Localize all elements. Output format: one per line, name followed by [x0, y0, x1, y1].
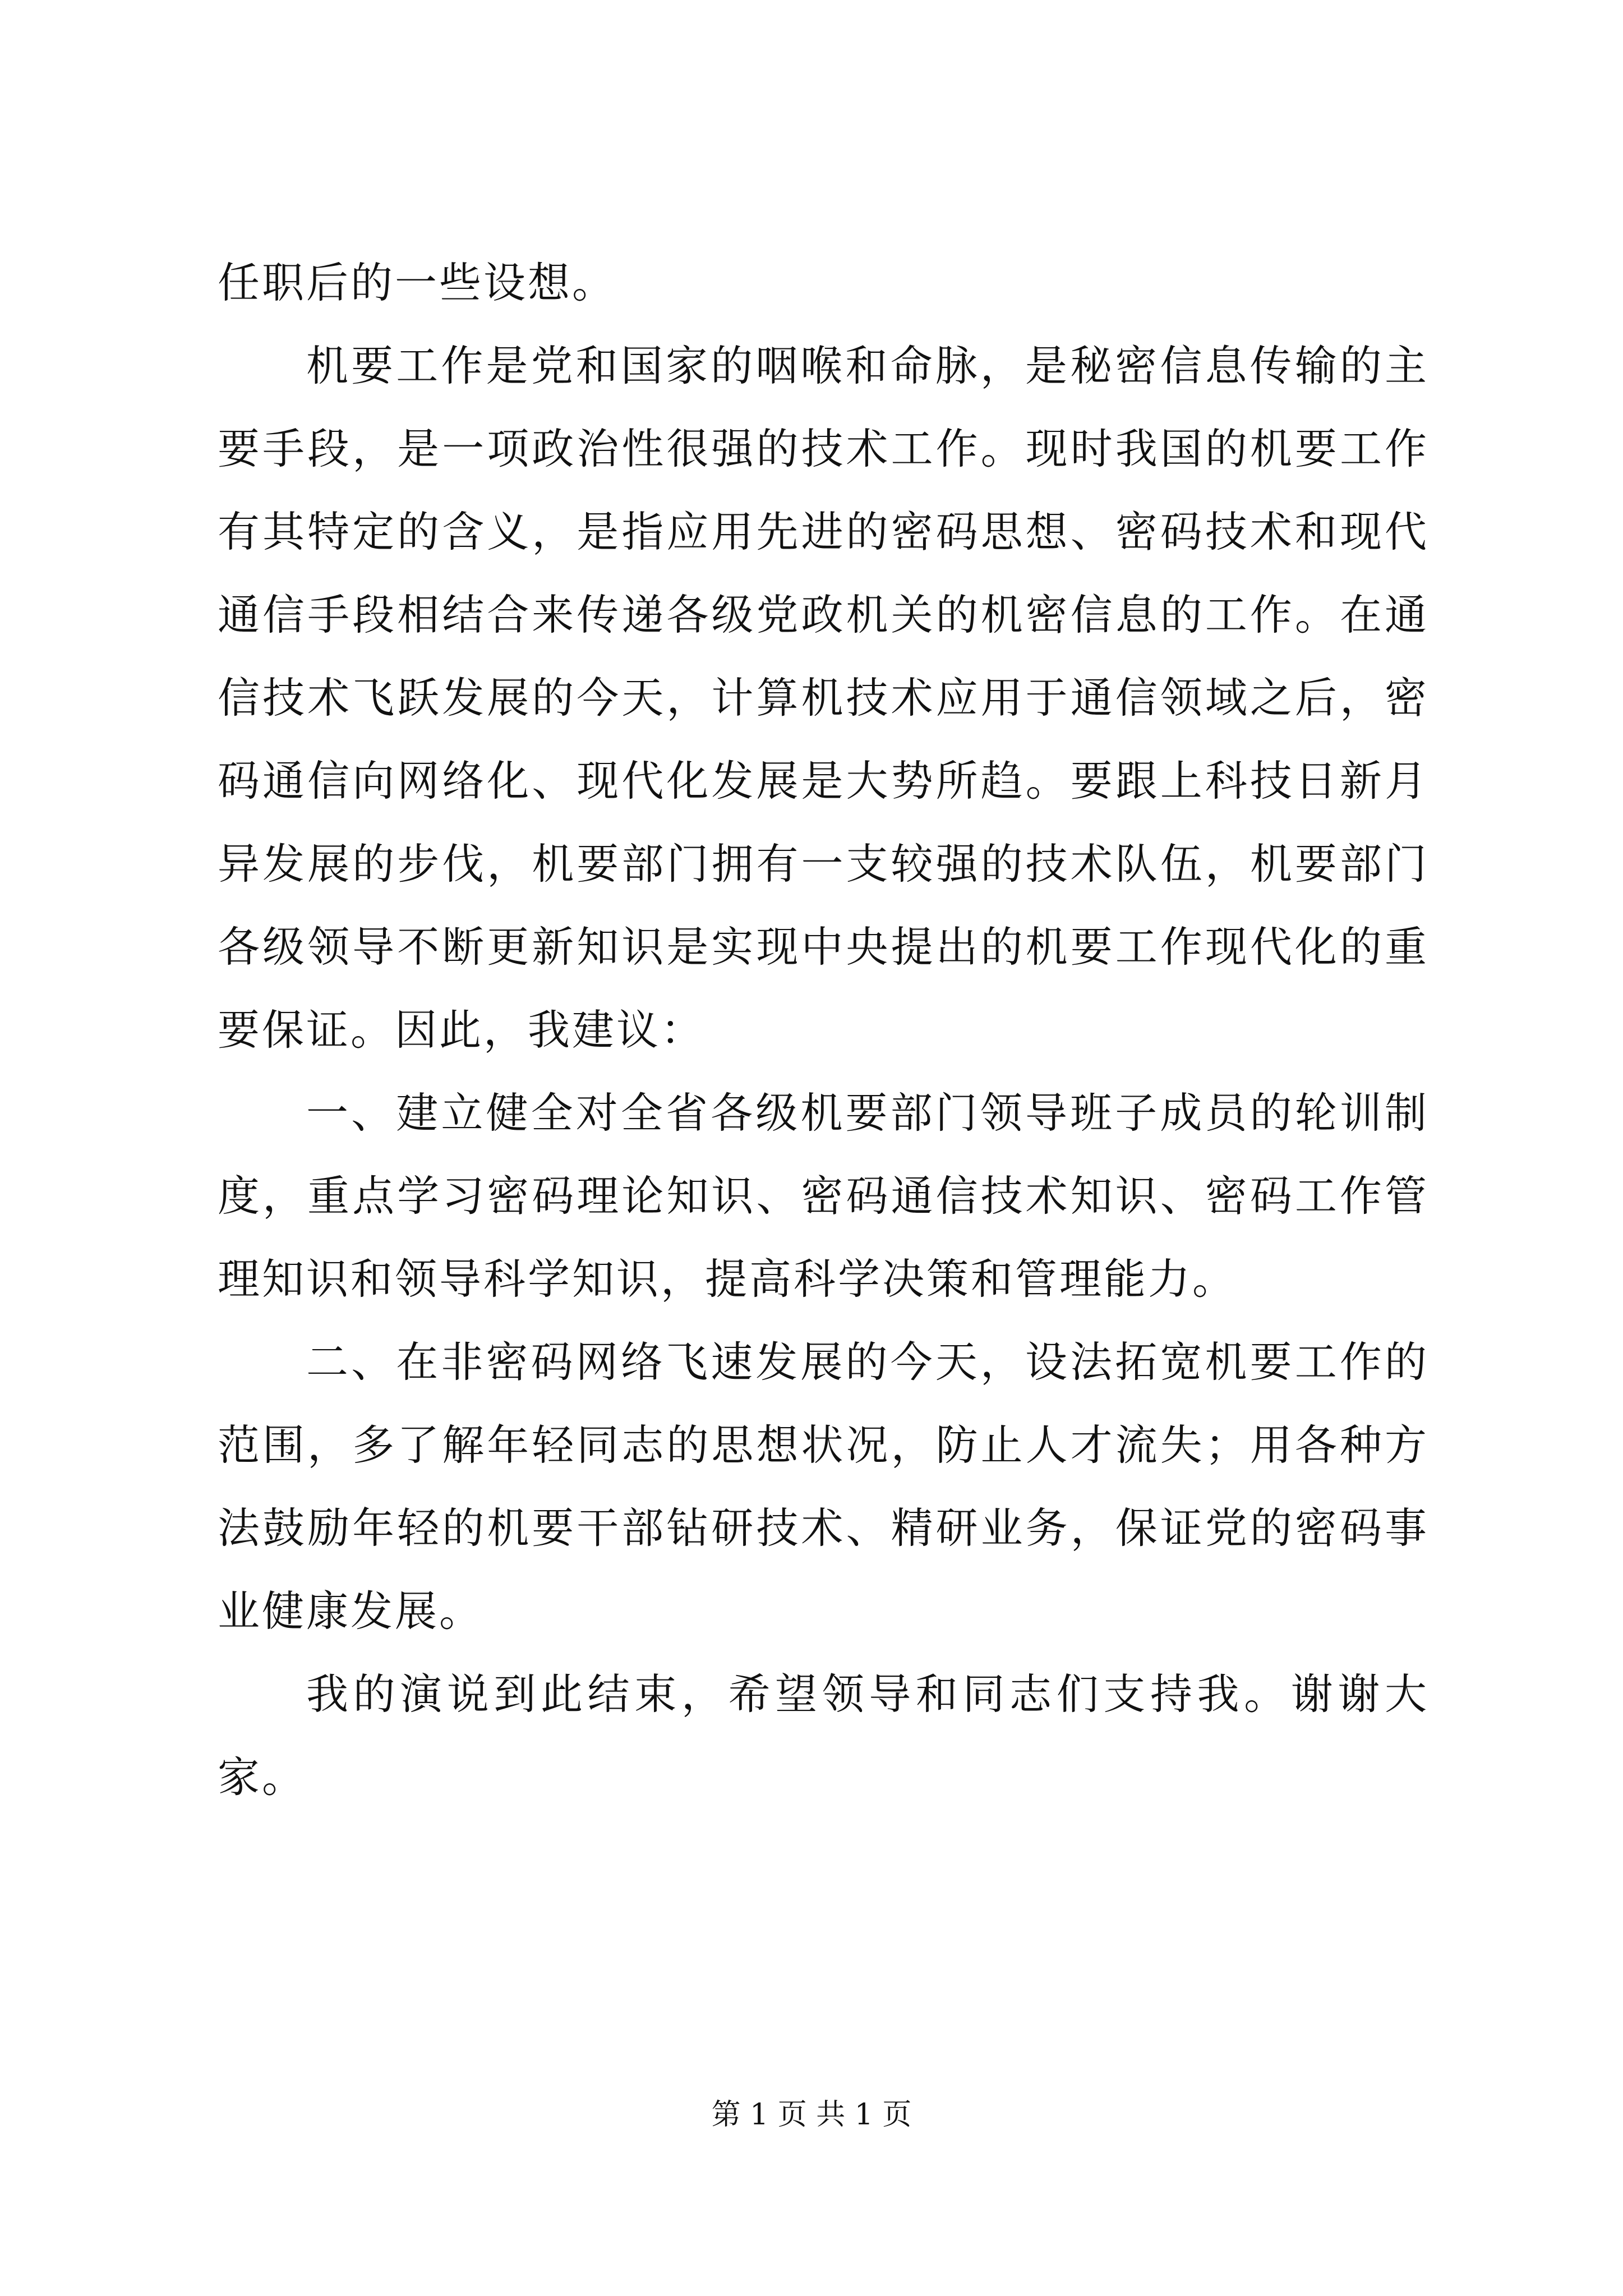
paragraph-suggestion-1: 一、建立健全对全省各级机要部门领导班子成员的轮训制度，重点学习密码理论知识、密码通信技术知识、密码工作管理知识和领导科学知识，提高科学决策和管理能力。 [218, 1088, 1429, 1304]
paragraph-continuation: 任职后的一些设想。 [218, 258, 617, 307]
document-body [218, 241, 1429, 1819]
paragraph-suggestion-2: 二、在非密码网络飞速发展的今天，设法拓宽机要工作的范围，多了解年轻同志的思想状况，防止人才流失；用各种方法鼓励年轻的机要干部钻研技术、精研业务，保证党的密码事业健康发展。 [218, 1337, 1429, 1636]
page-footer: 第 1 页 共 1 页 [711, 2098, 912, 2132]
paragraph-closing: 我的演说到此结束，希望领导和同志们支持我。谢谢大家。 [218, 1669, 1429, 1802]
paragraph-intro: 机要工作是党和国家的咽喉和命脉，是秘密信息传输的主要手段，是一项政治性很强的技术工作。现时我国的机要工作有其特定的含义，是指应用先进的密码思想、密码技术和现代通信手段相结合来传递各级党政机关的机密信息的工作。在通信技术飞跃发展的今天，计算机技术应用于通信领域之后，密码通信向网络化、现代化发展是大势所趋。要跟上科技日新月异发展的步伐，机要部门拥有一支较强的技术队伍，机要部门各级领导不断更新知识是实现中央提出的机要工作现代化的重要保证。因此，我建议： [218, 341, 1429, 1055]
